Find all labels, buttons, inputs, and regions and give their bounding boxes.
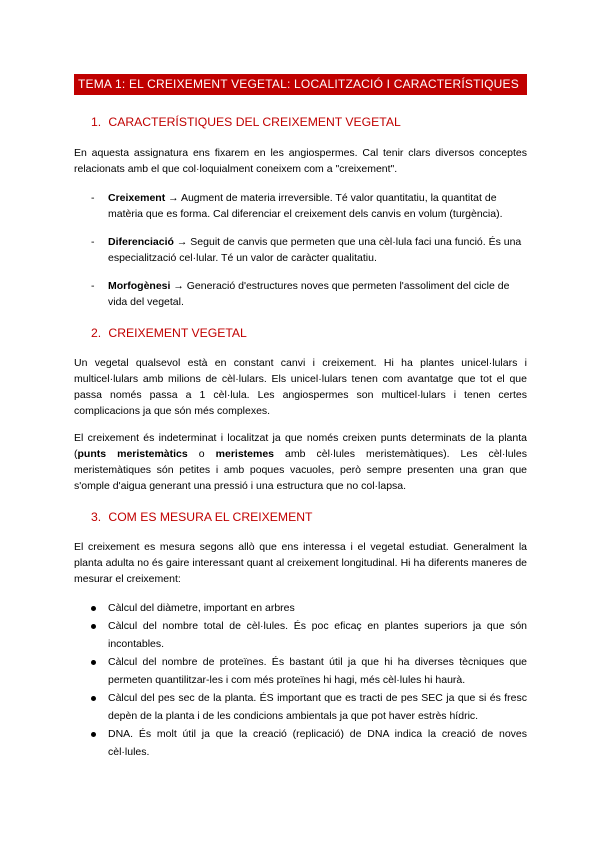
- section-1-number: 1.: [91, 115, 102, 129]
- term-definition: Generació d'estructures noves que permeten l'assoliment del cicle de vida del vegetal.: [108, 280, 510, 308]
- section-2-title: CREIXEMENT VEGETAL: [108, 326, 247, 340]
- term-name: Diferenciació: [108, 236, 174, 248]
- measure-list: [74, 599, 527, 761]
- bullet-icon: [91, 624, 96, 629]
- arrow: →: [173, 236, 191, 248]
- list-item: Càlcul del diàmetre, important en arbres: [74, 599, 527, 617]
- section-3-intro: El creixement es mesura segons allò que ens interessa i el vegetal estudiat. Generalment la planta adulta no és gaire interessant quant al creixement longitudinal. Hi ha diferents maneres de mesurar el creixement:: [74, 541, 527, 585]
- document-title: TEMA 1: EL CREIXEMENT VEGETAL: LOCALITZACIÓ I CARACTERÍSTIQUES: [74, 74, 527, 95]
- document-page: [74, 74, 527, 761]
- section-3-heading: [74, 510, 527, 525]
- section-1-title: CARACTERÍSTIQUES DEL CREIXEMENT VEGETAL: [108, 115, 401, 129]
- term-definition: Augment de materia irreversible. Té valor quantitatiu, la quantitat de matèria que es forma. Cal diferenciar el creixement dels canvis en volum (turgència).: [108, 192, 503, 220]
- term-definition: Seguit de canvis que permeten que una cèl·lula faci una funció. És una especialització cel·lular. Té un valor de caràcter qualitatiu.: [108, 236, 522, 264]
- section-3-title: COM ES MESURA EL CREIXEMENT: [108, 510, 313, 524]
- bullet-icon: [91, 660, 96, 665]
- arrow: →: [165, 192, 181, 204]
- list-item: Càlcul del nombre de proteïnes. És bastant útil ja que hi ha diverses tècniques que permeten quantilitzar-les i com més proteïnes hi hagi, més cèl·lules hi haurà.: [74, 653, 527, 689]
- term-item: - Diferenciació → Seguit de canvis que permeten que una cèl·lula faci una funció. És una especialització cel·lular. Té un valor de caràcter qualitatiu.: [91, 236, 522, 264]
- section-1-heading: [74, 115, 527, 130]
- section-2-paragraph-2: El creixement és indeterminat i localitzat ja que només creixen punts determinats de la planta (punts meristemàtics o meristemes amb cèl·lules meristemàtiques). Les cèl·lules meristemàtiques són petites i amb poques vacuoles, però sempre presenten una gran que s'omple d'aigua generant una pressió i una estructura que no col·lapsa.: [74, 432, 527, 492]
- term-name: Morfogènesi: [108, 280, 171, 292]
- list-item: DNA. És molt útil ja que la creació (replicació) de DNA indica la creació de noves cèl·lules.: [74, 725, 527, 761]
- list-item: Càlcul del nombre total de cèl·lules. És poc eficaç en plantes superiors ja que són incontables.: [74, 617, 527, 653]
- term-highlight: punts meristemàtics: [77, 448, 188, 460]
- arrow: →: [170, 280, 187, 292]
- bullet-icon: [91, 606, 96, 611]
- terms-list: [74, 190, 527, 310]
- section-1-intro: En aquesta assignatura ens fixarem en les angiospermes. Cal tenir clars diversos conceptes relacionats amb el que col·loquialment coneixem com a "creixement".: [74, 147, 527, 175]
- term-highlight: meristemes: [215, 448, 275, 460]
- bullet-icon: [91, 696, 96, 701]
- section-3-number: 3.: [91, 510, 102, 524]
- section-2-paragraph-1: Un vegetal qualsevol està en constant canvi i creixement. Hi ha plantes unicel·lulars i multicel·lulars amb milions de cèl·lulars. Els unicel·lulars tenen com avantatge que tot el que passa només passa a 1 cèl·lula. Les angiospermes son multicel·lulars i tenen certes complicacions ja que són més complexes.: [74, 357, 527, 417]
- term-item: - Creixement → Augment de materia irreversible. Té valor quantitatiu, la quantitat de matèria que es forma. Cal diferenciar el creixement dels canvis en volum (turgència).: [91, 192, 503, 220]
- bullet-icon: [91, 732, 96, 737]
- term-name: Creixement: [108, 192, 166, 204]
- term-item: - Morfogènesi → Generació d'estructures noves que permeten l'assoliment del cicle de vida del vegetal.: [91, 280, 510, 308]
- list-item: Càlcul del pes sec de la planta. ÉS important que es tracti de pes SEC ja que si és fresc depèn de la planta i de les condicions ambientals ja que pot haver estrès hídric.: [74, 689, 527, 725]
- section-2-heading: [74, 326, 527, 341]
- section-2-number: 2.: [91, 326, 102, 340]
